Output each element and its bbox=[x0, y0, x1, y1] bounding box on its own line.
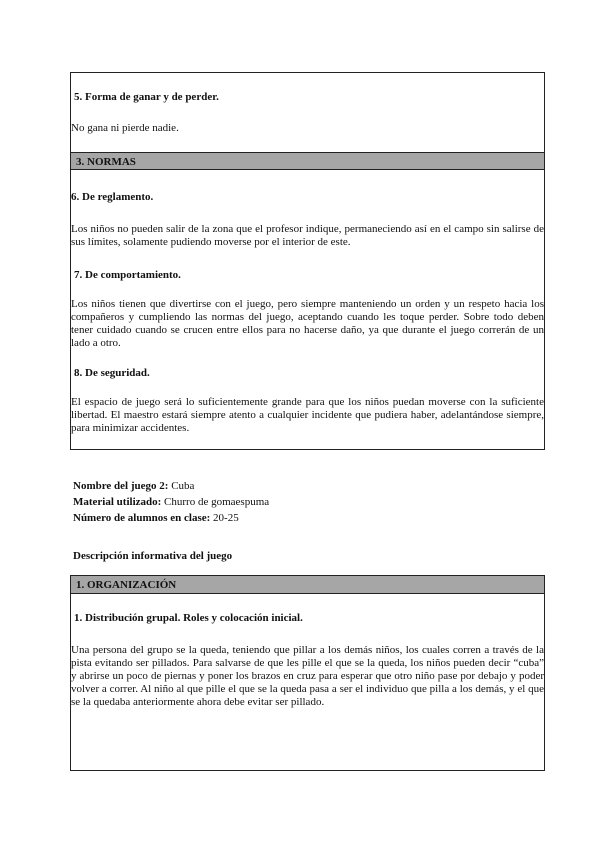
win-lose-text: No gana ni pierde nadie. bbox=[71, 122, 179, 134]
behavior-text: Los niños tienen que divertirse con el juego, pero siempre manteniendo un orden y un respeto hacia los compañeros y cumpliendo las normas del juego, aceptando cuando les toque perder. Sobre todo deben tener cuidado cuando se crucen entre ellos para no hacerse daño, ya que durante el juego correrán de un lado a otro. bbox=[71, 298, 544, 349]
behavior-heading: 7. De comportamiento. bbox=[74, 269, 181, 281]
description-title: Descripción informativa del juego bbox=[73, 550, 233, 562]
game-name-value: Cuba bbox=[171, 480, 195, 492]
norms-section-header: 3. NORMAS bbox=[71, 152, 544, 170]
game-name-line bbox=[73, 478, 194, 494]
safety-text: El espacio de juego será lo suficientemente grande para que los niños puedan moverse con la suficiente libertad. El maestro estará siempre atento a cualquier incidente que pudiera haber, adelantándose siempre, para minimizar accidentes. bbox=[71, 396, 544, 434]
win-lose-heading: 5. Forma de ganar y de perder. bbox=[74, 91, 219, 103]
game-name-label: Nombre del juego 2: bbox=[73, 480, 169, 492]
rules-table bbox=[70, 72, 545, 450]
safety-heading: 8. De seguridad. bbox=[74, 367, 150, 379]
distribution-heading: 1. Distribución grupal. Roles y colocación inicial. bbox=[74, 612, 303, 624]
rules-text: Los niños no pueden salir de la zona que el profesor indique, permaneciendo así en el campo sin salirse de sus límites, solamente pudiendo moverse por el interior de este. bbox=[71, 223, 544, 248]
organization-section-header: 1. ORGANIZACIÓN bbox=[71, 576, 544, 594]
students-label: Número de alumnos en clase: bbox=[73, 512, 211, 524]
students-value: 20-25 bbox=[213, 512, 239, 524]
material-line bbox=[73, 494, 269, 510]
rules-heading: 6. De reglamento. bbox=[71, 191, 154, 203]
material-value: Churro de gomaespuma bbox=[164, 496, 270, 508]
distribution-text: Una persona del grupo se la queda, teniendo que pillar a los demás niños, los cuales corren a través de la pista evitando ser pillados. Para salvarse de que les pille el que se la queda, los niños pueden decir “cuba” y abrirse un poco de piernas y poner los brazos en cruz para esperar que otro niño pase por debajo y poder volver a correr. Al niño al que pille el que se la queda pasa a ser el individuo que pilla a los demás, y el que se la quedaba anteriormente ahora debe evitar ser pillado. bbox=[71, 644, 544, 708]
organization-table bbox=[70, 575, 545, 771]
students-line bbox=[73, 510, 239, 526]
material-label: Material utilizado: bbox=[73, 496, 162, 508]
